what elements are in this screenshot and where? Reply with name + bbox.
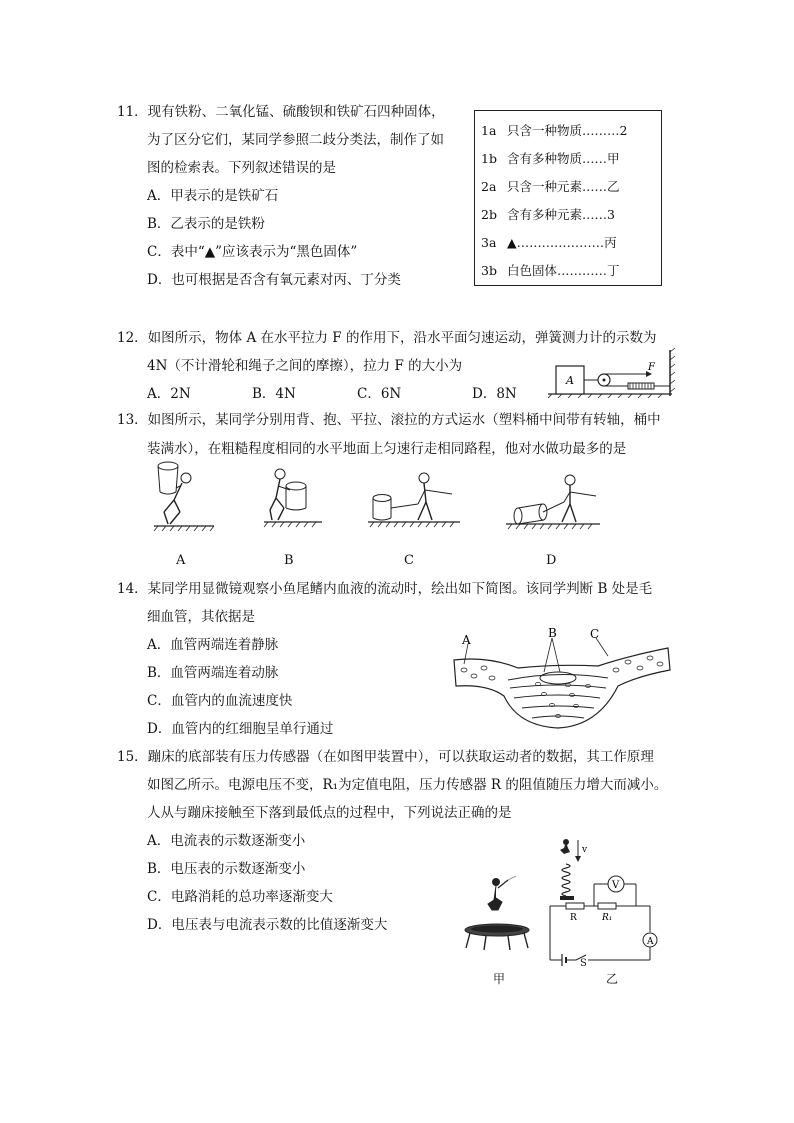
switch-label: S: [580, 958, 587, 969]
label-jia: 甲: [493, 972, 506, 986]
q12-option-c: C．6N: [357, 386, 402, 402]
q14-option-b: B．血管两端连着动脉: [147, 665, 279, 681]
label-r1: R₁: [602, 913, 613, 923]
q14-option-d: D．血管内的红细胞呈单行通过: [147, 721, 334, 737]
key-row: 3b 白色固体…………丁: [481, 263, 620, 278]
label-a: A: [462, 633, 471, 647]
q14-option-c: C．血管内的血流速度快: [147, 693, 293, 709]
q11-line-3: 图的检索表。下列叙述错误的是: [147, 160, 336, 176]
classification-key-table: [474, 110, 662, 286]
q15-option-b: B．电压表的示数逐渐变小: [147, 861, 306, 877]
q14-line-1: 14．某同学用显微镜观察小鱼尾鳍内血液的流动时，绘出如下简图。该同学判断 B 处是毛: [117, 581, 653, 597]
q14-option-a: A．血管两端连着静脉: [147, 637, 279, 653]
figure-label-a: A: [176, 553, 186, 568]
q11-line-2: 为了区分它们，某同学参照二歧分类法，制作了如: [147, 132, 444, 148]
pulley-diagram: [548, 346, 688, 398]
q11-option-a: A．甲表示的是铁矿石: [147, 188, 279, 204]
q11-line-1: 11．现有铁粉、二氧化锰、硫酸钡和铁矿石四种固体，: [117, 104, 445, 120]
force-label: F: [648, 362, 655, 373]
q13-line-1: 13．如图所示，某同学分别用背、抱、平拉、滚拉的方式运水（塑料桶中间带有转轴，桶中: [117, 412, 661, 428]
q15-line-3: 人从与蹦床接触至下落到最低点的过程中，下列说法正确的是: [147, 805, 512, 821]
key-row: 2b 含有多种元素……3: [481, 207, 615, 222]
q11-option-c: C．表中“▲”应该表示为“黑色固体”: [147, 244, 358, 260]
block-label: A: [566, 374, 574, 387]
figure-c-flat-pull: [368, 464, 464, 544]
q11-option-d: D．也可根据是否含有氧元素对丙、丁分类: [147, 272, 401, 288]
figure-label-b: B: [284, 553, 294, 568]
q13-line-2: 装满水），在粗糙程度相同的水平地面上匀速行走相同路程，他对水做功最多的是: [147, 441, 627, 457]
figure-b-hug-carry: [260, 464, 330, 544]
ammeter-label: A: [647, 937, 654, 947]
blood-vessel-diagram: [448, 626, 674, 732]
label-r: R: [570, 913, 577, 923]
key-row: 1b 含有多种物质……甲: [481, 151, 620, 166]
q12-option-b: B．4N: [252, 386, 296, 402]
q15-line-2: 如图乙所示。电源电压不变，R₁为定值电阻，压力传感器 R 的阻值随压力增大而减小。: [147, 777, 668, 793]
circuit-diagram: [540, 838, 670, 968]
q11-option-b: B．乙表示的是铁粉: [147, 216, 265, 232]
q15-option-d: D．电压表与电流表示数的比值逐渐变大: [147, 917, 388, 933]
figure-label-d: D: [546, 553, 557, 568]
q15-line-1: 15．蹦床的底部装有压力传感器（在如图甲装置中），可以获取运动者的数据，其工作原理: [117, 749, 654, 765]
q14-line-2: 细血管，其依据是: [147, 609, 255, 625]
figure-label-c: C: [404, 553, 414, 568]
trampoline-illustration: [462, 870, 532, 956]
q15-option-c: C．电路消耗的总功率逐渐变大: [147, 889, 333, 905]
q12-line-2: 4N（不计滑轮和绳子之间的摩擦），拉力 F 的大小为: [147, 358, 463, 374]
q12-line-1: 12．如图所示，物体 A 在水平拉力 F 的作用下，沿水平面匀速运动，弹簧测力计的示数为: [117, 330, 657, 346]
q12-option-d: D．8N: [472, 386, 517, 402]
resistor-r1: [598, 903, 616, 909]
key-row: 1a 只含一种物质………2: [481, 123, 628, 138]
q12-option-a: A．2N: [147, 386, 191, 402]
voltmeter-label: V: [612, 880, 620, 891]
key-row: 2a 只含一种元素……乙: [481, 179, 620, 194]
q15-option-a: A．电流表的示数逐渐变小: [147, 833, 306, 849]
resistor-r: [566, 903, 584, 909]
figure-d-roll-pull: [506, 470, 602, 544]
key-row: 3a ▲…………………丙: [481, 235, 617, 250]
velocity-label: v: [582, 845, 588, 855]
figure-a-back-carry: [150, 458, 220, 544]
label-b: B: [548, 626, 557, 640]
spring: [562, 864, 570, 896]
label-yi: 乙: [606, 972, 619, 986]
floor-hatching: [548, 394, 662, 398]
velocity-arrow: [575, 856, 581, 862]
label-c: C: [590, 627, 600, 641]
spring-scale: [628, 383, 654, 389]
